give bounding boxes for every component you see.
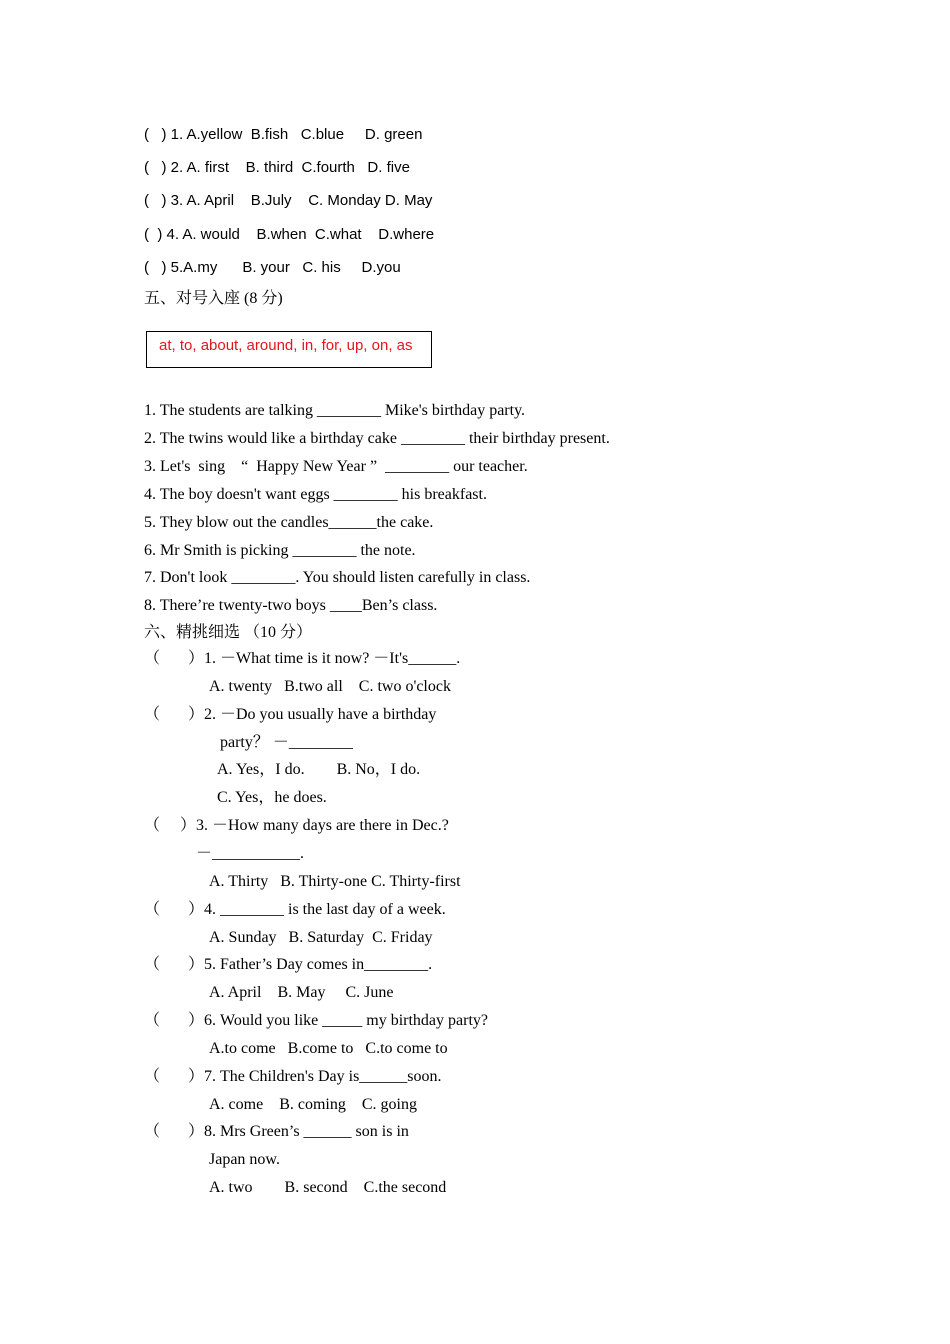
part5-sentence-4: 4. The boy doesn't want eggs ________ his breakfast. [144, 486, 487, 503]
part6-options-8: A. two B. second C.the second [209, 1179, 447, 1196]
part6-question-3-cont: －___________. [196, 845, 305, 862]
part6-options-7: A. come B. coming C. going [209, 1096, 417, 1113]
part4-question-1: ( ) 1. A.yellow B.fish C.blue D. green [144, 126, 423, 143]
part5-sentence-3: 3. Let's sing “ Happy New Year ” ________ our teacher. [144, 458, 528, 475]
part5-sentence-6: 6. Mr Smith is picking ________ the note. [144, 542, 416, 559]
part5-sentence-5: 5. They blow out the candles______the cake. [144, 514, 434, 531]
part5-sentence-7: 7. Don't look ________. You should listen carefully in class. [144, 569, 531, 586]
part5-heading: 五、对号入座 (8 分) [144, 290, 283, 307]
part6-question-6: （ ）6. Would you like _____ my birthday party? [144, 1012, 489, 1029]
part6-question-3: （ ）3. －How many days are there in Dec.? [144, 817, 449, 834]
part5-sentence-8: 8. There’re twenty-two boys ____Ben’s class. [144, 597, 438, 614]
part6-heading: 六、精挑细选 （10 分） [144, 624, 313, 641]
part4-question-3: ( ) 3. A. April B.July C. Monday D. May [144, 192, 433, 209]
part5-sentence-2: 2. The twins would like a birthday cake ________ their birthday present. [144, 430, 610, 447]
part6-options-2b: C. Yes，he does. [217, 789, 327, 806]
part4-question-5: ( ) 5.A.my B. your C. his D.you [144, 259, 401, 276]
part6-options-1: A. twenty B.two all C. two o'clock [209, 678, 451, 695]
part6-question-2-cont: party？ －________ [220, 734, 353, 751]
part6-question-8: （ ）8. Mrs Green’s ______ son is in [144, 1123, 409, 1140]
part6-options-4: A. Sunday B. Saturday C. Friday [209, 929, 433, 946]
part6-question-8-cont: Japan now. [209, 1151, 280, 1168]
part6-question-5: （ ）5. Father’s Day comes in________. [144, 956, 433, 973]
word-bank-text: at, to, about, around, in, for, up, on, as [159, 337, 413, 354]
part6-question-2: （ ）2. －Do you usually have a birthday [144, 706, 437, 723]
part6-options-6: A.to come B.come to C.to come to [209, 1040, 448, 1057]
part6-options-5: A. April B. May C. June [209, 984, 394, 1001]
part4-question-4: ( ) 4. A. would B.when C.what D.where [144, 226, 435, 243]
part6-options-2a: A. Yes，I do. B. No，I do. [217, 761, 421, 778]
part6-options-3: A. Thirty B. Thirty-one C. Thirty-first [209, 873, 461, 890]
part6-question-7: （ ）7. The Children's Day is______soon. [144, 1068, 442, 1085]
part4-question-2: ( ) 2. A. first B. third C.fourth D. five [144, 159, 410, 176]
word-bank-box [146, 331, 432, 368]
part5-sentence-1: 1. The students are talking ________ Mike's birthday party. [144, 402, 526, 419]
part6-question-1: （ ）1. －What time is it now? －It's______. [144, 650, 461, 667]
part6-question-4: （ ）4. ________ is the last day of a week. [144, 901, 446, 918]
